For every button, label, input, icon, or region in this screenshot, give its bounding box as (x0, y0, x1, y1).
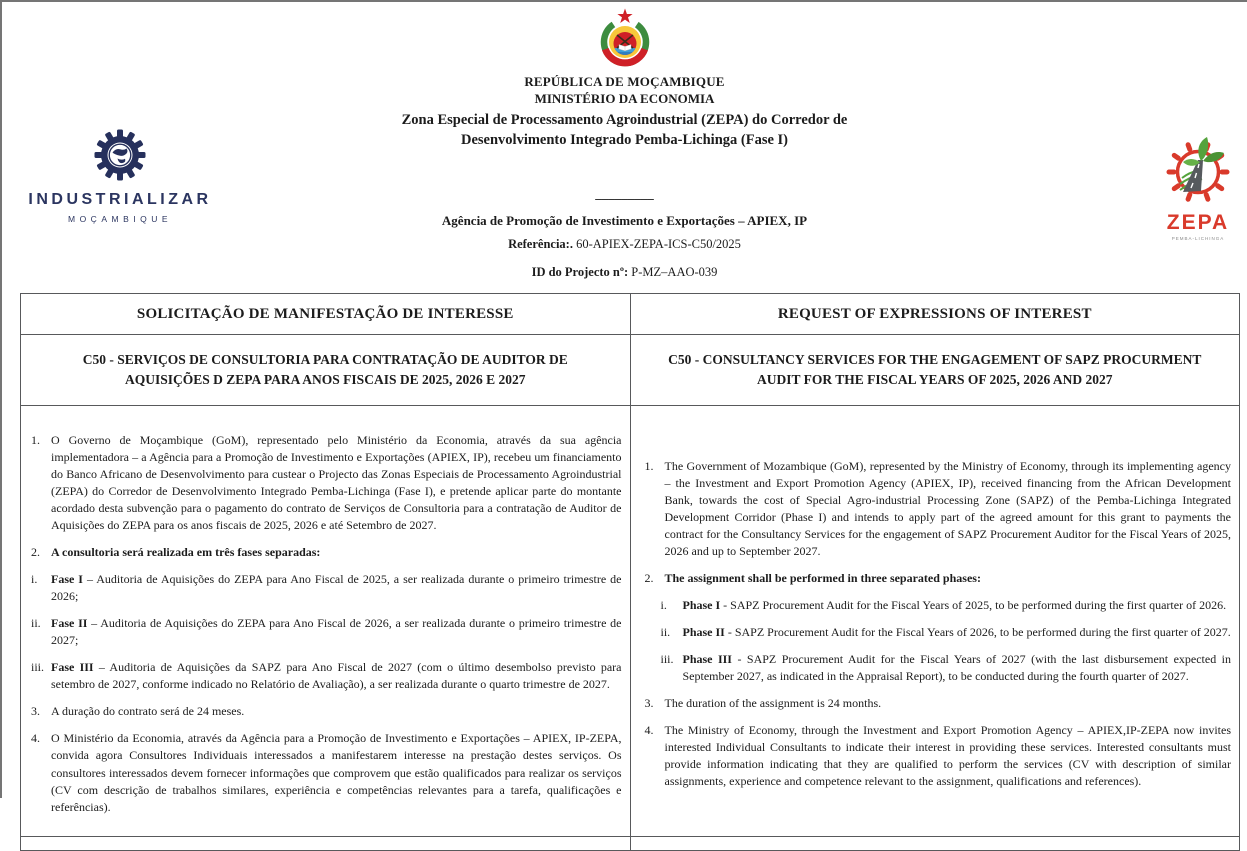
pt-title-cell: SOLICITAÇÃO DE MANIFESTAÇÃO DE INTERESSE (21, 294, 631, 335)
pt-phase-1: i. Fase I – Auditoria de Aquisições do ZEPA para Ano Fiscal de 2025, a ser realizada durante o primeiro trimestre de 2026; (31, 572, 622, 604)
project-id-value: P-MZ–AAO-039 (628, 265, 718, 279)
reference-label: Referência:. (508, 237, 573, 251)
pt-item-4: 4. O Ministério da Economia, através da Agência para a Promoção de Investimento e Exportações – APIEX, IP-ZEPA, convida agora Consultores Individuais interessados a manifestarem interesse na prestação destes serviços. Os consultores interessados devem fornecer informações que comprovem que estão qualificados para realizar os serviços (CV com descrição de trabalhos similares, experiência e competências relevantes para a tarefa, qualificações e referências). (31, 731, 622, 814)
republic-title: REPÚBLICA DE MOÇAMBIQUE (524, 74, 725, 89)
industrializar-wordmark: INDUSTRIALIZAR (28, 191, 212, 208)
en-next-cell (630, 836, 1240, 850)
next-row-stub (21, 836, 1240, 850)
en-phase-1: i. Phase I - SAPZ Procurement Audit for the Fiscal Years of 2025, to be performed during the first quarter of 2026. (660, 597, 1227, 612)
title-row (21, 294, 1240, 335)
industrializar-subtitle: MOÇAMBIQUE (67, 214, 173, 224)
pt-subtitle-cell: C50 - SERVIÇOS DE CONSULTORIA PARA CONTRATAÇÃO DE AUDITOR DE AQUISIÇÕES D ZEPA PARA ANOS FISCAIS DE 2025, 2026 E 2027 (21, 335, 631, 406)
eoi-table (20, 293, 1240, 851)
pt-next-cell (21, 836, 631, 850)
en-item-1: 1. The Government of Mozambique (GoM), represented by the Ministry of Economy, through its implementing agency – the Investment and Export Promotion Agency (APIEX, IP), received financing from the African Development Bank, towards the cost of Special Agro-industrial Processing Zone (SAPZ) of the Pemba-Lichinga Integrated Development Corridor (Phase I) and intends to apply part of the agreed amount for this grant to payments the contract for the Consultancy Services for the engagement of SAPZ Procurement Auditor for the Fiscal Years of 2025, 2026 and up to September 2027. (644, 458, 1231, 558)
body-row (21, 406, 1240, 837)
section-divider: _________ (595, 186, 654, 201)
pt-phase-3: iii. Fase III – Auditoria de Aquisições da SAPZ para Ano Fiscal de 2027 (com o último desembolso previsto para setembro de 2027, conforme indicado no Relatório de Avaliação), a ser realizada durante o quarto trimestre de 2027. (31, 660, 622, 692)
mozambique-coat-of-arms (2, 8, 1247, 68)
reference-value: 60-APIEX-ZEPA-ICS-C50/2025 (572, 237, 741, 251)
ministry-title: MINISTÉRIO DA ECONOMIA (534, 91, 715, 106)
zepa-wordmark: ZEPA (1166, 211, 1230, 234)
pt-body-cell (21, 406, 631, 837)
gear-globe-icon (93, 128, 147, 182)
agency-name: Agência de Promoção de Investimento e Exportações – APIEX, IP (441, 213, 808, 228)
subtitle-row (21, 335, 1240, 406)
en-body-cell (630, 406, 1240, 837)
zepa-tagline: PEMBA-LICHINGA (1171, 236, 1225, 241)
gear-leaf-road-icon (1154, 134, 1242, 208)
pt-phase-2: ii. Fase II – Auditoria de Aquisições do ZEPA para Ano Fiscal de 2026, a ser realizada durante o primeiro trimestre de 2027; (31, 616, 622, 648)
pt-item-1: 1. O Governo de Moçambique (GoM), representado pelo Ministério da Economia, através da sua agência implementadora – a Agência para a Promoção de Investimento e Exportações (APIEX, IP), recebeu um financiamento do Banco Africano de Desenvolvimento para custear o Projecto das Zonas Especiais de Processamento Agroindustrial (ZEPA) do Corredor de Desenvolvimento Integrado Pemba-Lichinga (Fase I), e pretende aplicar parte do montante acordado desta subvenção para o pagamento do contrato de Serviços de Consultoria para a contratação de Auditor de Aquisições do ZEPA para os anos fiscais de 2025, 2026 e até Setembro de 2027. (31, 433, 622, 533)
pt-item-2: 2. A consultoria será realizada em três fases separadas: (31, 545, 321, 560)
en-item-4: 4. The Ministry of Economy, through the Investment and Export Promotion Agency – APIEX,IP-ZEPA now invites interested Individual Consultants to indicate their interest in providing these services. Interested consultants must provide information indicating that they are qualified to perform the services (CV with description of similar assignments, experience and competence relevant to the assignment, qualifications and references). (644, 722, 1231, 789)
project-title-line2: Desenvolvimento Integrado Pemba-Lichinga (Fase I) (460, 132, 789, 148)
en-item-3: 3. The duration of the assignment is 24 months. (644, 695, 882, 710)
project-id-line (2, 265, 1247, 280)
pt-item-3: 3. A duração do contrato será de 24 meses. (31, 704, 245, 719)
en-phase-3: iii. Phase III - SAPZ Procurement Audit for the Fiscal Years of 2027 (with the last disbursement expected in September 2027, as indicated in the Appraisal Report), to be conducted during the fourth quarter of 2027. (660, 651, 1232, 683)
industrializar-logo (16, 128, 224, 224)
project-title-line1: Zona Especial de Processamento Agroindustrial (ZEPA) do Corredor de (401, 112, 848, 128)
en-subtitle-cell: C50 - CONSULTANCY SERVICES FOR THE ENGAGEMENT OF SAPZ PROCURMENT AUDIT FOR THE FISCAL YEARS OF 2025, 2026 AND 2027 (630, 335, 1240, 406)
zepa-logo (1150, 134, 1246, 241)
en-item-2: 2. The assignment shall be performed in three separated phases: (644, 570, 981, 585)
en-title-cell: REQUEST OF EXPRESSIONS OF INTEREST (630, 294, 1240, 335)
coat-of-arms-icon (596, 8, 654, 68)
en-phase-2: ii. Phase II - SAPZ Procurement Audit for the Fiscal Years of 2026, to be performed during the first quarter of 2027. (660, 624, 1231, 639)
reference-line (2, 237, 1247, 252)
project-id-label: ID do Projecto nº: (531, 265, 629, 279)
